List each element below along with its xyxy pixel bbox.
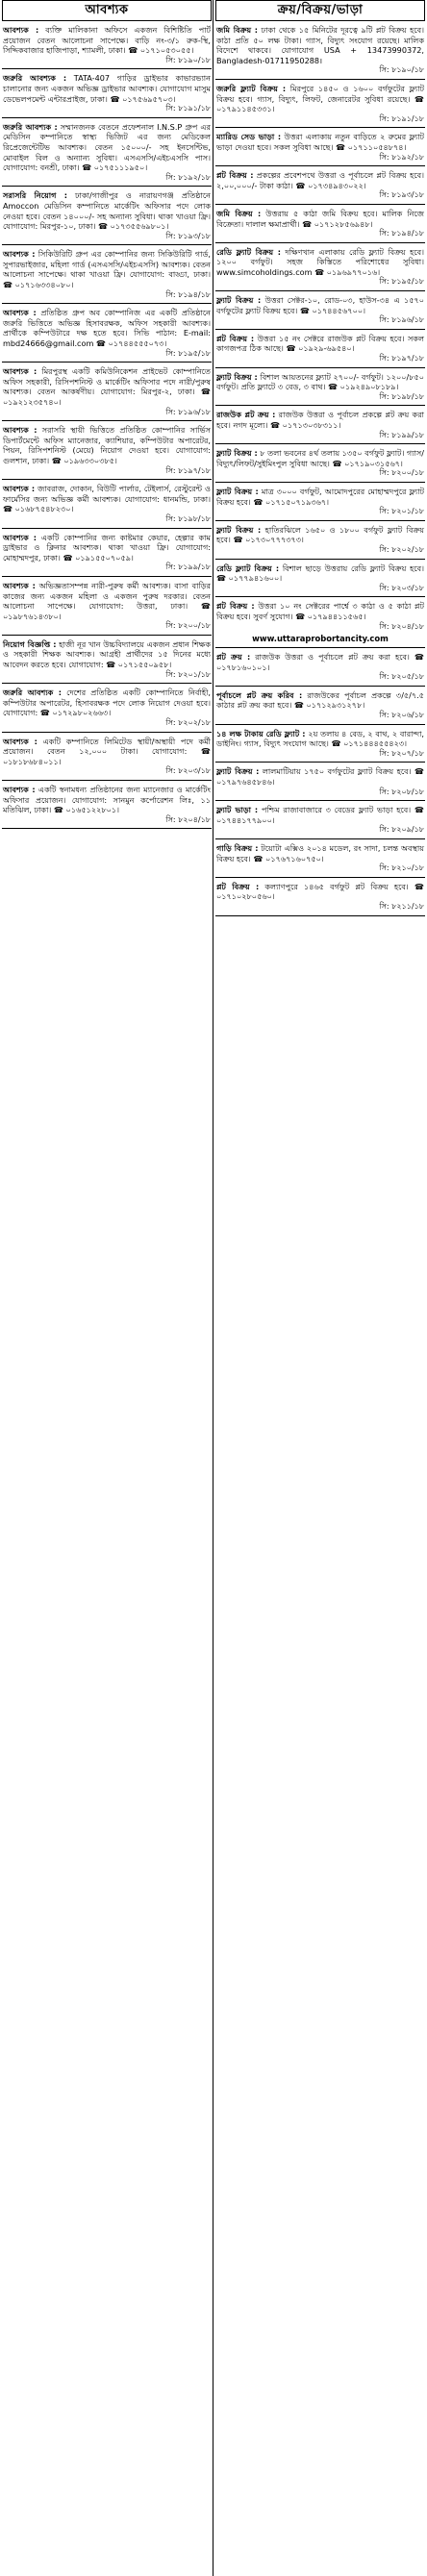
ad-text: টয়োটা এক্সিও ২০১৪ মডেল, রং সাদা, চলন্ত অবস্থায় বিক্রয় হবে। ☎ ০১৭৬৭১৬০৭৫০। [216,843,425,863]
ad-keyword: আবশ্যক : [3,785,36,794]
ad-separator [215,367,425,368]
ad-text: একটি কম্পানিতে লিমিটেড স্থায়ী/অস্থায়ী পদে কর্মী প্রয়োজন। বেতন ১২,০০০ টাকা। যোগাযোগ: ☎ ০১৮১৮৬৮৪০১১। [3,736,211,766]
ad-text: মাত্র ৩০০০ বর্গফুট, আমোদপুরের মোহাম্মদপুরে ফ্ল্যাট বিক্রয় হবে। ☎ ০১৭১৫০৭১৯৩৬৭। [216,486,425,507]
classified-ad [2,533,212,573]
ad-separator [215,877,425,878]
ad-reference: সি: ৮২০৭/১৮ [379,748,424,758]
ad-separator [2,528,212,529]
classified-ad [215,525,425,556]
classified-ad [215,448,425,479]
classified-ad [2,639,212,680]
classified-ad [215,209,425,239]
classified-ad [2,366,212,417]
classified-ad [2,688,212,728]
ad-text: একটি কোম্পানির জন্য কাষ্টমার কেয়ার, হেল্পার কাম ড্রাইভার ও ক্লিনার আবশ্যক। থাকা খাওয়া ফ্রি। যোগাযোগ: মোহাম্মদপুর, ঢাকা। ☎ ০১৯১৫৫০৭০৫৯। [3,532,211,563]
ad-text: হাজী নূর খান উচ্চবিদ্যালয়ে একজন প্রধান শিক্ষক ও সহকারী শিক্ষক আবশ্যক। আগ্রহী প্রার্থীদের ১৫ দিনের মধ্যে আবেদন করতে হবে। যোগাযোগ: ☎ ০১৭১৫৫০৯৫৮। [3,638,211,670]
classified-ad [215,487,425,517]
ad-keyword: আবশ্যক : [3,425,38,436]
ad-reference: সি: ৮২০৩/১৮ [165,766,211,776]
ad-separator [2,828,212,829]
ad-reference: সি: ৮১৯০/১৮ [379,65,424,75]
ad-keyword: প্লট ক্রয় : [216,652,251,663]
ad-reference: সি: ৮২০৯/১৮ [379,825,424,835]
ad-keyword: প্লট বিক্রয় : [216,170,254,181]
ad-separator [2,68,212,69]
ad-text: উত্তরা সেক্টর-১০, রোড-০৩, হাউস-৩৪ এ ১৫৭০ বর্গফুটের ফ্ল্যাট বিক্রয় হবে। ☎ ০১৭৪৪৫৬৭০০। [216,295,425,315]
ad-text: মিরপুরে ১৪৫০ ও ১৬০০ বর্গফুটের ফ্ল্যাট বিক্রয় হবে। গ্যাস, বিদ্যুৎ, লিফট, জেনারেটর সুবিধা রয়েছে। ☎ ০১৭৯১১৪৫৩৩১। [216,83,424,114]
ad-keyword: জরুরি আবশ্যক : [3,73,67,84]
ad-reference: সি: ৮১৯৪/১৮ [379,229,424,238]
ad-keyword: রেডি ফ্ল্যাট বিক্রয় : [216,563,280,573]
ad-text: সম্মানজনক বেতনে প্রফেশনাল I.N.S.P গ্রুপ এর মেডিসিন কম্পানিতে স্বাস্থ্য ভিজিট এর জন্য মেডিকেল রিপ্রেজেন্টেটিভ আবশ্যক। বেতন ১৫০০০/- সহ ইনসেন্টিভ, মোবাইল বিল ও অন্যান্য সুবিধা। এসএসসি/এইচএসসি পাস। যোগাযোগ: বনশ্রী, ঢাকা। ☎ ০১৭৫১১১৯৫০। [3,121,211,173]
classified-ad [215,372,425,403]
ad-keyword: জমি বিক্রয় : [216,208,262,218]
ad-text: রাজউক উত্তরা ও পূর্বাচলে প্লট ক্রয় করা হবে। ☎ ০১৭৮১৬০১০১। [216,652,425,672]
ad-text: বিশাল আয়তনের ফ্ল্যাট ২৭০০/- বর্গফুট। ১২০০/৮৫০ বর্গফুট। প্রতি ফ্ল্যাটে ৩ বেড, ৩ বাথ। ☎ ০১৯২৪৯০৮১৮৯। [216,371,424,392]
ad-reference: সি: ৮২১০/১৮ [379,863,424,873]
ad-text: মিরপুরস্থ একটি কমিউনিকেশন প্রাইভেট কোম্পানিতে অফিস সহকারী, রিসিপশনিস্ট ও মার্কেটিং অফিসার পদে নারী/পুরুষ আবশ্যক। বেতন আকর্ষণীয়। যোগাযোগ: মিরপুর-২, ঢাকা। ☎ ০১৯২১২৩৫৭৪০। [3,366,211,407]
ad-text: অভিজ্ঞতাসম্পন্ন নারী-পুরুষ কর্মী আবশ্যক। বাসা বাড়ির কাজের জন্য একজন মহিলা ও একজন পুরুষ দরকার। বেতন আলোচনা সাপেক্ষে। যোগাযোগ: উত্তরা, ঢাকা। ☎ ০১৯৮৭৬১৪৩৮০। [3,580,211,621]
ad-separator [215,559,425,560]
ad-keyword: ফ্ল্যাট বিক্রয় : [216,486,259,496]
ad-separator [215,405,425,406]
ad-separator [215,596,425,597]
ad-keyword: জমি বিক্রয় : [216,25,259,35]
ad-text: ৮ তলা ভবনের ৪র্থ তলায় ১৩৫০ বর্গফুট ফ্ল্যাট। গ্যাস/বিদ্যুৎ/লিফট/সুইমিংপুল সুবিধা আছে। ☎ ০১৭১৯০৩১৫৬৭। [216,448,425,468]
ad-separator [2,479,212,480]
ad-separator [215,724,425,725]
ad-reference: সি: ৮১৯৪/১৮ [165,289,211,299]
ad-text: পশ্চিম রাজাবাজারে ৩ বেডের ফ্ল্যাট ভাড়া হবে। ☎ ০১৭৪৪১৭৭৯০০। [216,805,425,825]
ad-text: রাজউকের পূর্বাচল প্রকল্পে ৩/৫/৭.৫ কাঠার প্লট ক্রয় করা হবে। ☎ ০১৭১২৯৩১২৭৮। [216,689,424,711]
ad-keyword: গাড়ি বিক্রয় : [216,843,259,853]
classified-ad [2,249,212,300]
ad-reference: সি: ৮১৯৬/১৮ [379,315,424,325]
ad-reference: সি: ৮২০১/১৮ [379,507,424,516]
ad-keyword: জরুরি আবশ্যক : [3,688,62,698]
ad-reference: সি: ৮১৯৯/১৮ [379,430,424,439]
classified-ad [215,652,425,683]
ad-separator [2,683,212,684]
ad-reference: সি: ৮২০২/১৮ [165,718,211,728]
ad-keyword: পূর্বাচলে প্লট ক্রয় করিব : [216,689,303,700]
ad-reference: সি: ৮১৯২/১৮ [379,152,424,162]
ad-separator [215,838,425,839]
ad-separator [215,443,425,444]
ad-separator [215,127,425,128]
ad-separator [215,800,425,801]
ad-text: দেশের প্রতিষ্ঠিত একটি কোম্পানিতে নির্বাহী, কম্পিউটার অপারেটর, হিসাবরক্ষক পদে লোক নিয়োগ দেওয়া হবে। যোগাযোগ: ☎ ০১৭২৯৮০২৬৬৩। [3,688,212,718]
ad-text: প্রকল্পের প্রবেশপথে উত্তরা ও পূর্বাচলে প্লট বিক্রয় হবে। ২,০০,০০০/- টাকা কাঠা। ☎ ০১৭৩৪৯৪৩০২২। [216,170,424,190]
ad-reference: সি: ৮১৯৯/১৮ [165,563,211,572]
jobs-ad-list [2,25,212,829]
ad-reference: সি: ৮১৯৫/১৮ [165,348,211,358]
ad-reference: সি: ৮১৯১/১৮ [379,113,424,123]
ad-text: জাবরাজ, দোকান, বিউটি পার্লার, টেইলার্স, রেস্টুরেন্ট ও ফার্মেসির জন্য অভিজ্ঞ কর্মী আবশ্যক। যোগাযোগ: ধানমন্ডি, ঢাকা। ☎ ০১৬৮৭৫৪৮২৩০। [3,484,211,514]
classified-ad [215,132,425,163]
ad-text: হাতিরঝিলে ১৬৫০ ও ১৮০০ বর্গফুট ফ্ল্যাট বিক্রয় হবে। ☎ ০১৭৩০৭৭৭৩৭৩। [216,524,425,545]
ad-keyword: ফ্ল্যাট বিক্রয় : [216,448,258,459]
classified-ad [215,601,425,632]
ad-separator [2,732,212,733]
ad-text: TATA-407 গাড়ির ড্রাইভার কাভারভ্যান চালানোর জন্য একজন অভিজ্ঞ ড্রাইভার আবশ্যক। যোগাযোগ মাসুম ডেভেলপমেন্ট এন্টারপ্রাইজ, ঢাকা। ☎ ০১৭৫৬৯৫৭০৩। [3,73,211,104]
ad-reference: সি: ৮১৯৫/১৮ [379,277,424,287]
ad-keyword: ফ্ল্যাট বিক্রয় : [216,524,262,535]
ad-reference: সি: ৮২০৪/১৮ [379,621,424,631]
ad-keyword: আবশ্যক : [3,249,36,260]
ad-keyword: আবশ্যক : [3,580,36,590]
classified-ad [215,410,425,440]
classified-ad [215,295,425,326]
ad-separator [2,420,212,421]
ad-reference: সি: ৮১৯৮/১৮ [165,513,211,523]
ad-reference: সি: ৮২০৬/১৮ [379,711,424,720]
ad-text: উত্তরা ১৫ নং সেক্টরে রাজউক প্লট বিক্রয় হবে। সকল কাগজপত্র ঠিক আছে। ☎ ০১৯২৯-৬৯৫৪০। [216,333,424,354]
classified-ad [2,308,212,359]
ad-text: একটি স্বনামধন্য প্রতিষ্ঠানের জন্য ম্যানেজার ও মার্কেটিং অফিসার প্রয়োজন। যোগাযোগ: সানমুন কর্পোরেশন লিঃ, ১১ মতিঝিল, ঢাকা। ☎ ০১৬৫১২২৮০১। [3,785,211,815]
ad-reference: সি: ৮২০০/১৮ [165,621,211,631]
ad-separator [215,204,425,205]
classified-ad [215,247,425,288]
ad-keyword: ম্যারিড সেড ভাড়া : [216,132,282,142]
classified-ad [215,690,425,721]
ad-reference: সি: ৮১৯২/১৮ [165,172,211,182]
ad-text: দক্ষিণখান এলাকায় রেডি ফ্ল্যাট বিক্রয় হবে। ১২০০ বর্গফুট। সহজ কিস্তিতে পরিশোধের সুবিধা। www.simcoholdings.com ☎ ০১৯৬৯৭৭০১৬। [216,246,424,277]
ad-text: কল্যাণপুরে ১৪৬৫ বর্গফুট প্লট বিক্রয় হবে। ☎ ০১৭১০২৮০৫৬০। [216,881,424,902]
ad-reference: সি: ৮১৯৭/১৮ [379,354,424,363]
ad-reference: সি: ৮১৯০/১৮ [165,55,211,64]
ad-reference: সি: ৮১৯১/১৮ [165,104,211,113]
jobs-header: আবশ্যক [2,0,212,21]
ad-keyword: রেডি ফ্ল্যাট বিক্রয় : [216,246,282,257]
classified-ad [2,484,212,524]
ad-reference: সি: ৮১৯৩/১৮ [379,190,424,200]
ad-separator [215,79,425,80]
classified-ad [215,805,425,836]
ad-keyword: ফ্ল্যাট বিক্রয় : [216,295,262,306]
ad-separator [2,362,212,363]
ad-separator [2,244,212,245]
ad-reference: সি: ৮১৯৭/১৮ [165,465,211,475]
ad-keyword: প্লট বিক্রয় : [216,601,255,612]
classified-ad [215,84,425,124]
classified-ad [2,73,212,113]
column-divider [213,0,214,2576]
classified-ad [2,190,212,241]
ad-separator [215,647,425,648]
ad-text: ঢাকা/গাজীপুর ও নারায়ণগঞ্জ প্রতিষ্ঠানে Amoccon মেডিসিন কম্পানিতে মার্কেটিং অফিসার পদে লোক নেওয়া হবে। বেতন ১৪০০০/- সহ অন্যান্য সুবিধা। থাকা খাওয়া ফ্রি। যোগাযোগ: মিরপুর-১০, ঢাকা। ☎ ০১৭৩৫৫৬৯৮০১। [3,190,212,232]
ad-keyword: রাজউক প্লট ক্রয় : [216,410,276,420]
ad-reference: সি: ৮১৯৬/১৮ [165,407,211,416]
ad-reference: সি: ৮২১১/১৮ [379,901,424,911]
ad-reference: সি: ৮২০৪/১৮ [165,814,211,824]
classified-ad [215,729,425,760]
classified-ad [215,766,425,797]
ad-keyword: আবশ্যক : [3,532,38,542]
ad-separator [215,242,425,243]
ad-separator [2,186,212,187]
ad-separator [2,303,212,304]
ad-reference: সি: ৮১৯৮/১৮ [379,391,424,401]
classified-ad [2,25,212,65]
ad-separator [2,117,212,118]
property-column [215,0,425,2576]
ad-separator [215,520,425,521]
ad-separator [215,482,425,483]
ad-keyword: নিয়োগ বিজ্ঞপ্তি : [3,638,57,649]
classified-ad [2,737,212,777]
classified-ad [215,25,425,76]
ad-keyword: আবশ্যক : [3,736,38,746]
classified-ad [215,882,425,913]
ad-separator [215,686,425,687]
ad-text: প্রতিষ্ঠিত গ্রুপ অব কোম্পানিজ এর একটি প্রতিষ্ঠানে জরুরি ভিত্তিতে অভিজ্ঞ হিসাবরক্ষক, অফিস সহকারী আবশ্যক। প্রার্থীকে কম্পিউটারে দক্ষ হতে হবে। সিভি পাঠান: E-mail: mbd24666@gmail.com ☎ ০১৭৪৪৫৫৫০৭৩। [3,308,211,349]
ad-keyword: ফ্ল্যাট বিক্রয় : [216,766,260,777]
ad-keyword: আবশ্যক : [3,484,36,494]
ad-text: উত্তরায় ৫ কাঠা জমি বিক্রয় হবে। মালিক নিজে বিক্রেতা। দালাল ক্ষমাপ্রার্থী। ☎ ০১৭১২৮৫৬৯৪৮। [216,208,424,229]
ad-reference: সি: ৮২০৩/১৮ [379,583,424,592]
ad-keyword: ফ্ল্যাট ভাড়া : [216,805,259,815]
ad-keyword: আবশ্যক : [3,25,39,35]
classified-ad [215,843,425,874]
ad-text: সরাসরি স্থায়ী ভিত্তিতে প্রতিষ্ঠিত কোম্পানির সার্ভিস ডিপার্টমেন্টে অফিস ম্যানেজার, ক্যাশিয়ার, কম্পিউটার অপারেটর, পিয়ন, রিসিপশনিস্ট (মেয়ে) নিয়োগ দেওয়া হবে। যোগাযোগ: গুলশান, ঢাকা। ☎ ০১৯৬৩৩০৩৮৫। [3,425,211,465]
ad-text: উত্তরা ১০ নং সেক্টরের পার্শ্বে ৩ কাঠা ও ৫ কাঠা প্লট বিক্রয় হবে। সুবর্ণ সুযোগ। ☎ ০১৭৯৪৪১১৫৬৫। [216,601,424,621]
ad-separator [215,329,425,330]
classified-ad [2,785,212,825]
ad-separator [215,915,425,916]
ad-text: লালমাটিয়ায় ১৭৫০ বর্গফুটের ফ্ল্যাট বিক্রয় হবে। ☎ ০১৭৯৭৬৪৫৮৪৬। [216,766,424,788]
ad-keyword: ১৪ লক্ষ টাকায় রেডি ফ্ল্যাট : [216,728,306,738]
classified-ad [2,122,212,184]
ad-text: ২য় তলায় ৪ বেড, ২ বাথ, ২ বারান্দা, ডাইনিং। গ্যাস, বিদ্যুৎ সংযোগ আছে। ☎ ০১৭১৪৪৪৫৫৪২৩। [216,728,424,749]
ad-keyword: ফ্ল্যাট বিক্রয় : [216,371,258,382]
ad-reference: সি: ৮২০২/১৮ [379,544,424,554]
ad-keyword: জরুরি আবশ্যক : [3,121,58,132]
ad-separator [215,762,425,763]
ad-reference: সি: ৮২০০/১৮ [379,468,424,478]
classified-ad [215,170,425,201]
ad-separator [2,780,212,781]
ad-separator [215,290,425,291]
ad-text: রাজউক উত্তরা ও পূর্বাচল প্রকল্পে প্লট ক্রয় করা হবে। নগদ মূল্যে। ☎ ০১৭১৩০৩৮৩১১। [216,410,425,430]
classified-ad [2,581,212,632]
ad-text: বিশাল ছাড়ে উত্তরায় রেডি ফ্ল্যাট বিক্রয় হবে। ☎ ০১৭৭৯৪১৬০০। [216,563,425,584]
ad-text: উত্তরা এলাকায় নতুন বাড়িতে ২ রুমের ফ্ল্যাট ভাড়া দেওয়া হবে। সকল সুবিধা আছে। ☎ ০১৭১১০৫৪৮৭৪। [216,132,424,152]
ad-reference: সি: ৮২০১/১৮ [165,669,211,679]
property-header: ক্রয়/বিক্রয়/ভাড়া [215,0,425,21]
ad-keyword: প্লট বিক্রয় : [216,333,255,343]
classified-ad [215,563,425,594]
ad-reference: সি: ৮১৯৩/১৮ [165,231,211,240]
ad-keyword: সরাসরি নিয়োগ : [3,190,67,201]
ad-keyword: আবশ্যক : [3,366,38,377]
ad-keyword: জরুরি ফ্ল্যাট বিক্রয় : [216,83,287,93]
jobs-column [2,0,212,2576]
ad-reference: সি: ৮২০৮/১৮ [379,787,424,796]
ad-keyword: আবশ্যক : [3,308,37,318]
ad-text: সিকিউরিটি গ্রুপ এর কোম্পানির জন্য সিকিউরিটি গার্ড, সুপারভাইজার, মহিলা গার্ড (এসএসসি/এইচএসসি) আবশ্যক। বেতন আলোচনা সাপেক্ষে। থাকা খাওয়া ফ্রি। যোগাযোগ: বাড্ডা, ঢাকা। ☎ ০১৭১৬৩৩৪০৮০। [3,249,211,290]
ad-text: ঢাকা থেকে ১৫ মিনিটের দূরত্বে ৯টি প্লট বিক্রয় হবে। কাঠা প্রতি ৫০ লক্ষ টাকা। গ্যাস, বিদ্যুৎ সংযোগ রয়েছে। মালিক বিদেশে থাকবে। যোগাযোগ USA + 13473990372, Bangladesh-01711950288। [216,25,425,65]
website-link[interactable]: www.uttaraprobortancity.com [252,634,389,644]
ad-text: ব্যক্তি মালিকানা অফিসে একজন বিশিষ্টিতি পার্ট প্রয়োজন বেতন আলোচনা সাপেক্ষে। বাড়ি নং-৩/১ রুক-স্থি, সিদ্দিকবাজার হাজিপাড়া, শ্যামলী, ঢাকা। ☎ ০১৭১০৫৩০৫৫। [3,25,211,56]
ad-reference: সি: ৮২০৫/১৮ [379,672,424,682]
ad-keyword: প্লট বিক্রয় : [216,881,260,891]
ad-separator [2,635,212,636]
property-ad-list [215,25,425,916]
classified-ad [215,334,425,364]
ad-separator [215,165,425,166]
ad-separator [2,576,212,577]
classified-ad [2,425,212,476]
